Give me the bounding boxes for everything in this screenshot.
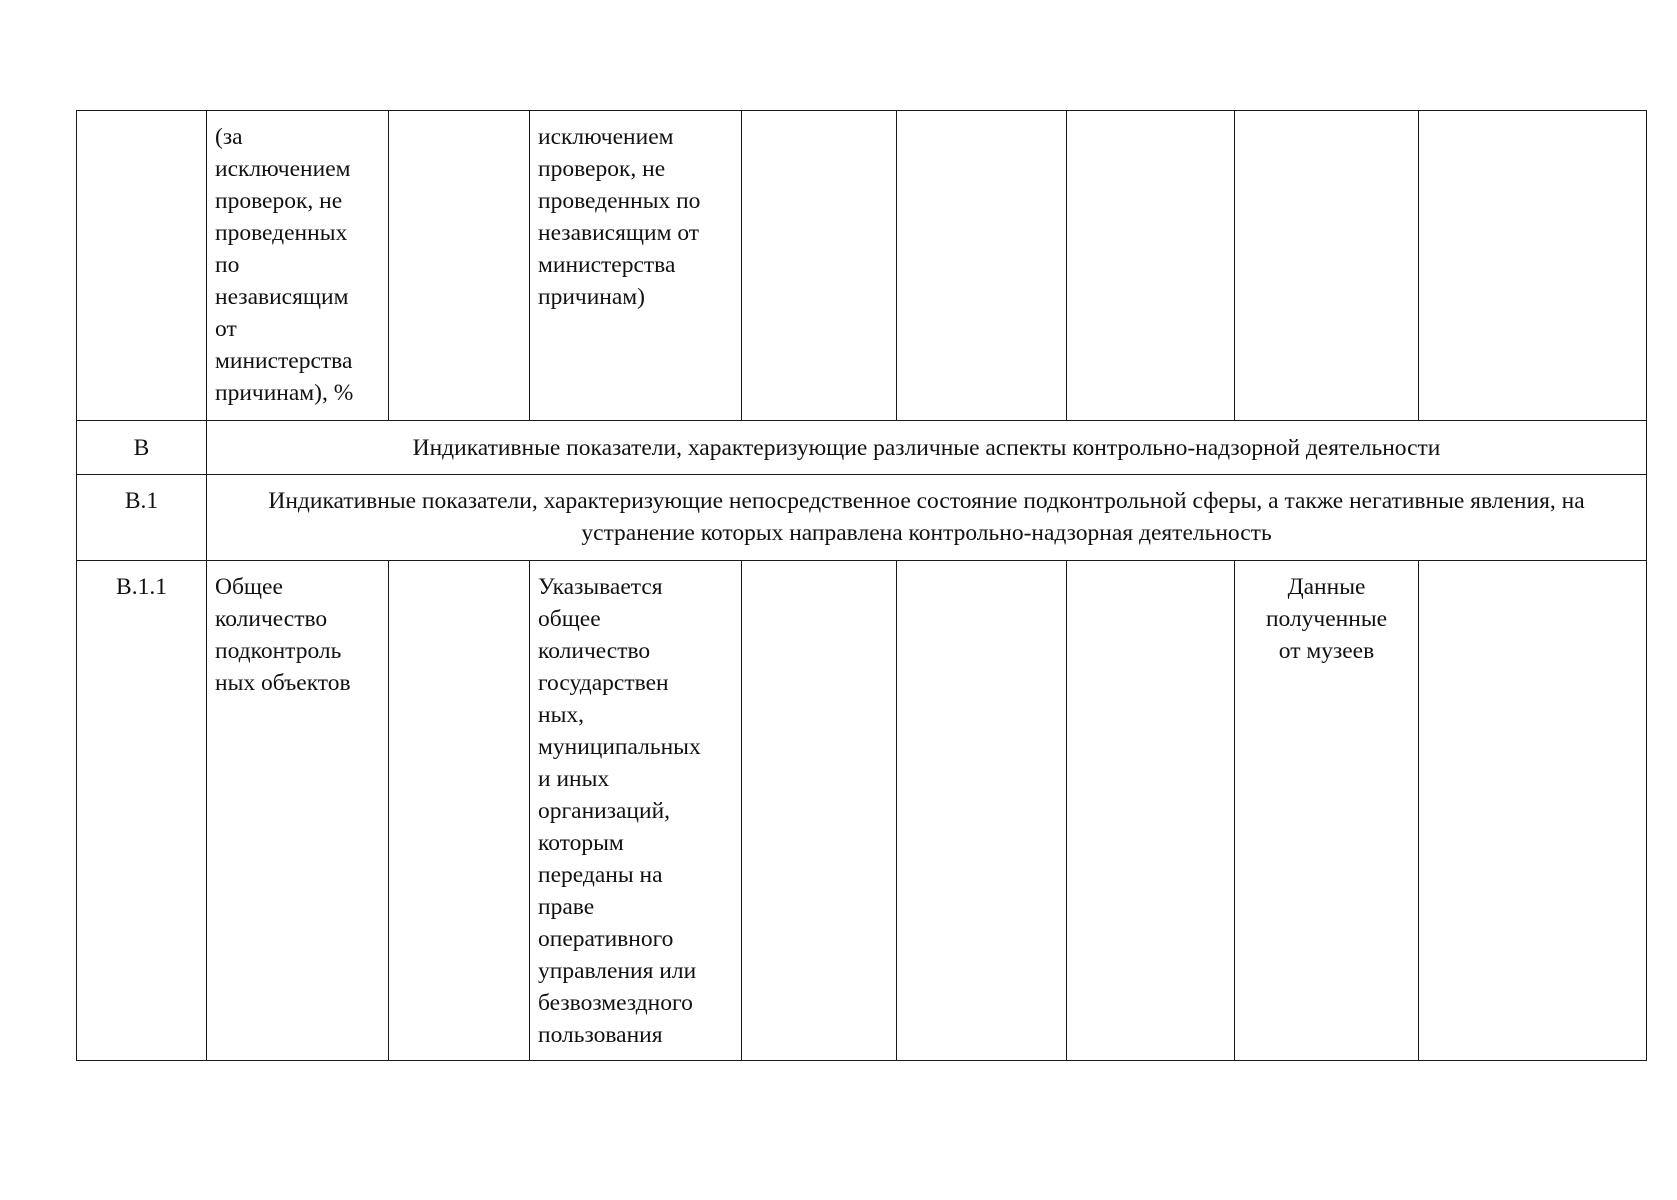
empty-cell xyxy=(1067,561,1235,1061)
subsection-heading: Индикативные показатели, характеризующие непосредственное состояние подконтрольной сферы, а также негативные явления, на устранение которых направлена контрольно-надзорная деятельность xyxy=(207,475,1647,561)
empty-cell xyxy=(742,111,897,421)
indicator-name-cell xyxy=(207,561,389,1061)
row-number: В.1.1 xyxy=(77,561,207,1061)
empty-cell xyxy=(1419,111,1647,421)
empty-cell xyxy=(1419,561,1647,1061)
empty-cell xyxy=(897,561,1067,1061)
subsection-number: В.1 xyxy=(77,475,207,561)
table-row xyxy=(77,475,1647,561)
empty-cell xyxy=(742,561,897,1061)
indicator-description-text: исключением проверок, не проведенных по независящим от министерства причинам) xyxy=(538,124,701,310)
table-row xyxy=(77,421,1647,475)
empty-cell xyxy=(1067,111,1235,421)
indicator-name-text: (за исключением проверок, не проведенных по независящим от министерства причинам), % xyxy=(215,124,354,406)
indicator-description-cell xyxy=(530,111,742,421)
empty-cell xyxy=(389,111,530,421)
row-number xyxy=(77,111,207,421)
indicators-table xyxy=(76,110,1647,1061)
data-source-text: Данные полученные от музеев xyxy=(1265,574,1388,664)
indicator-name-cell xyxy=(207,111,389,421)
indicator-description-cell xyxy=(530,561,742,1061)
empty-cell xyxy=(389,561,530,1061)
section-number: В xyxy=(77,421,207,475)
indicator-name-text: Общее количество подконтроль ных объектов xyxy=(215,574,351,696)
section-heading: Индикативные показатели, характеризующие различные аспекты контрольно-надзорной деятельности xyxy=(207,421,1647,475)
data-source-cell xyxy=(1235,561,1419,1061)
empty-cell xyxy=(1235,111,1419,421)
indicator-description-text: Указывается общее количество государствен ных, муниципальных и иных организаций, которым переданы на праве оперативного управления или безвозмездного пользования xyxy=(538,574,701,1048)
empty-cell xyxy=(897,111,1067,421)
table-row xyxy=(77,561,1647,1061)
table-row xyxy=(77,111,1647,421)
